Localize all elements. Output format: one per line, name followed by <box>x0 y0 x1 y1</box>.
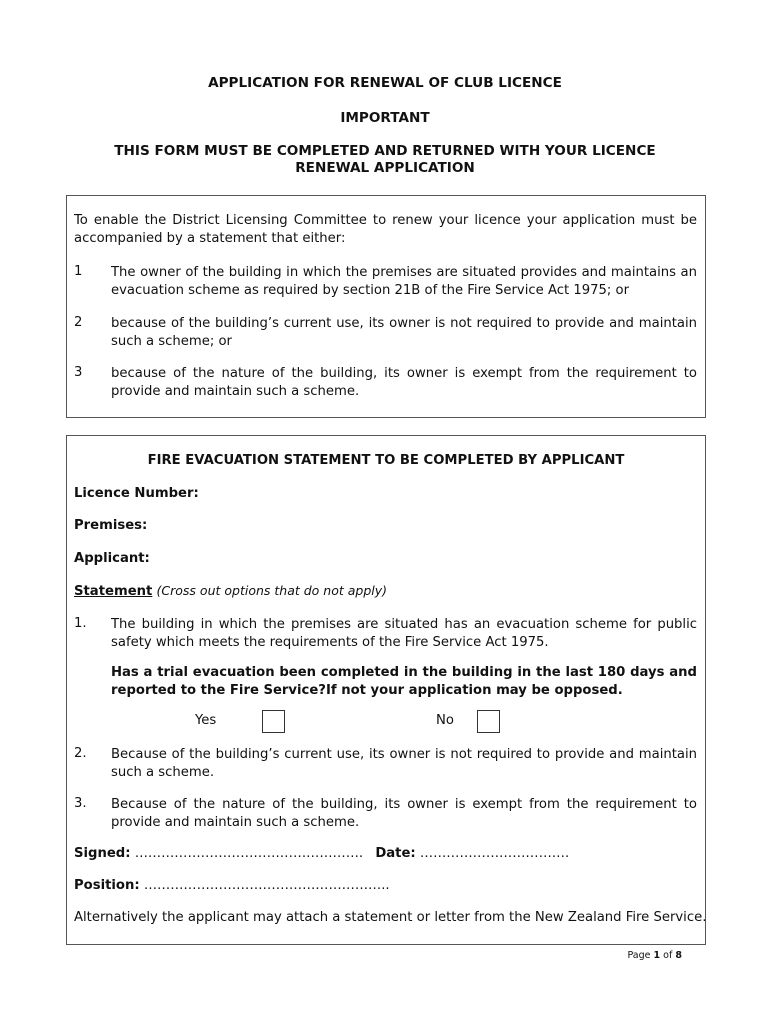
intro-item-2-number: 2 <box>74 315 83 330</box>
position-field[interactable]: ……………………………………………….. <box>143 878 390 893</box>
applicant-label: Applicant: <box>74 551 150 566</box>
important-heading: IMPORTANT <box>340 110 430 126</box>
intro-item-1-text: The owner of the building in which the premises are situated provides and maintains an evacuation scheme as required by section 21B of the Fire Service Act 1975; or <box>111 265 697 298</box>
document-title: APPLICATION FOR RENEWAL OF CLUB LICENCE <box>208 75 562 91</box>
statement-line <box>74 583 387 599</box>
intro-box <box>66 195 706 418</box>
statement-box <box>66 435 706 945</box>
signed-line <box>74 846 569 861</box>
no-checkbox[interactable] <box>477 710 500 733</box>
statement-heading: FIRE EVACUATION STATEMENT TO BE COMPLETED BY APPLICANT <box>147 453 625 468</box>
position-label: Position: <box>74 878 140 893</box>
intro-item-3-text: because of the nature of the building, its owner is exempt from the requirement to provide and maintain such a scheme. <box>111 366 697 399</box>
page-number: 1 <box>653 950 661 961</box>
of-word: of <box>663 950 673 961</box>
intro-item-3-number: 3 <box>74 365 83 380</box>
option-3-number: 3. <box>74 796 87 811</box>
yes-label: Yes <box>195 713 217 728</box>
option-3-text: Because of the nature of the building, its owner is exempt from the requirement to provide and maintain such a scheme. <box>111 797 697 830</box>
option-2-text: Because of the building’s current use, its owner is not required to provide and maintain such a scheme. <box>111 747 697 780</box>
intro-text: To enable the District Licensing Committee to renew your licence your application must be accompanied by a statement that either: <box>74 213 697 246</box>
signed-label: Signed: <box>74 846 131 861</box>
signed-field[interactable]: ……………………………………………. <box>134 846 364 861</box>
intro-item-1-number: 1 <box>74 264 83 279</box>
premises-label: Premises: <box>74 518 148 533</box>
trial-evacuation-question: Has a trial evacuation been completed in the building in the last 180 days and reported to the Fire Service?If not your application may be opposed. <box>111 665 697 698</box>
yes-checkbox[interactable] <box>262 710 285 733</box>
option-2-number: 2. <box>74 746 87 761</box>
date-label: Date: <box>375 846 416 861</box>
notice-line-1: THIS FORM MUST BE COMPLETED AND RETURNED WITH YOUR LICENCE <box>114 143 656 159</box>
page-word: Page <box>627 950 651 961</box>
statement-note: (Cross out options that do not apply) <box>156 583 388 598</box>
no-label: No <box>436 713 454 728</box>
alternative-note: Alternatively the applicant may attach a statement or letter from the New Zealand Fire Service. <box>74 910 707 925</box>
notice-line-2: RENEWAL APPLICATION <box>295 160 475 176</box>
page-total: 8 <box>675 950 682 961</box>
option-1-text: The building in which the premises are situated has an evacuation scheme for public safety which meets the requirements of the Fire Service Act 1975. <box>111 617 697 650</box>
option-1-number: 1. <box>74 616 87 631</box>
licence-number-label: Licence Number: <box>74 486 199 501</box>
page-footer <box>627 950 682 961</box>
date-field[interactable]: ……………………………. <box>419 846 570 861</box>
intro-item-2-text: because of the building’s current use, its owner is not required to provide and maintain such a scheme; or <box>111 316 697 349</box>
position-line <box>74 878 390 893</box>
statement-label: Statement <box>74 584 153 599</box>
